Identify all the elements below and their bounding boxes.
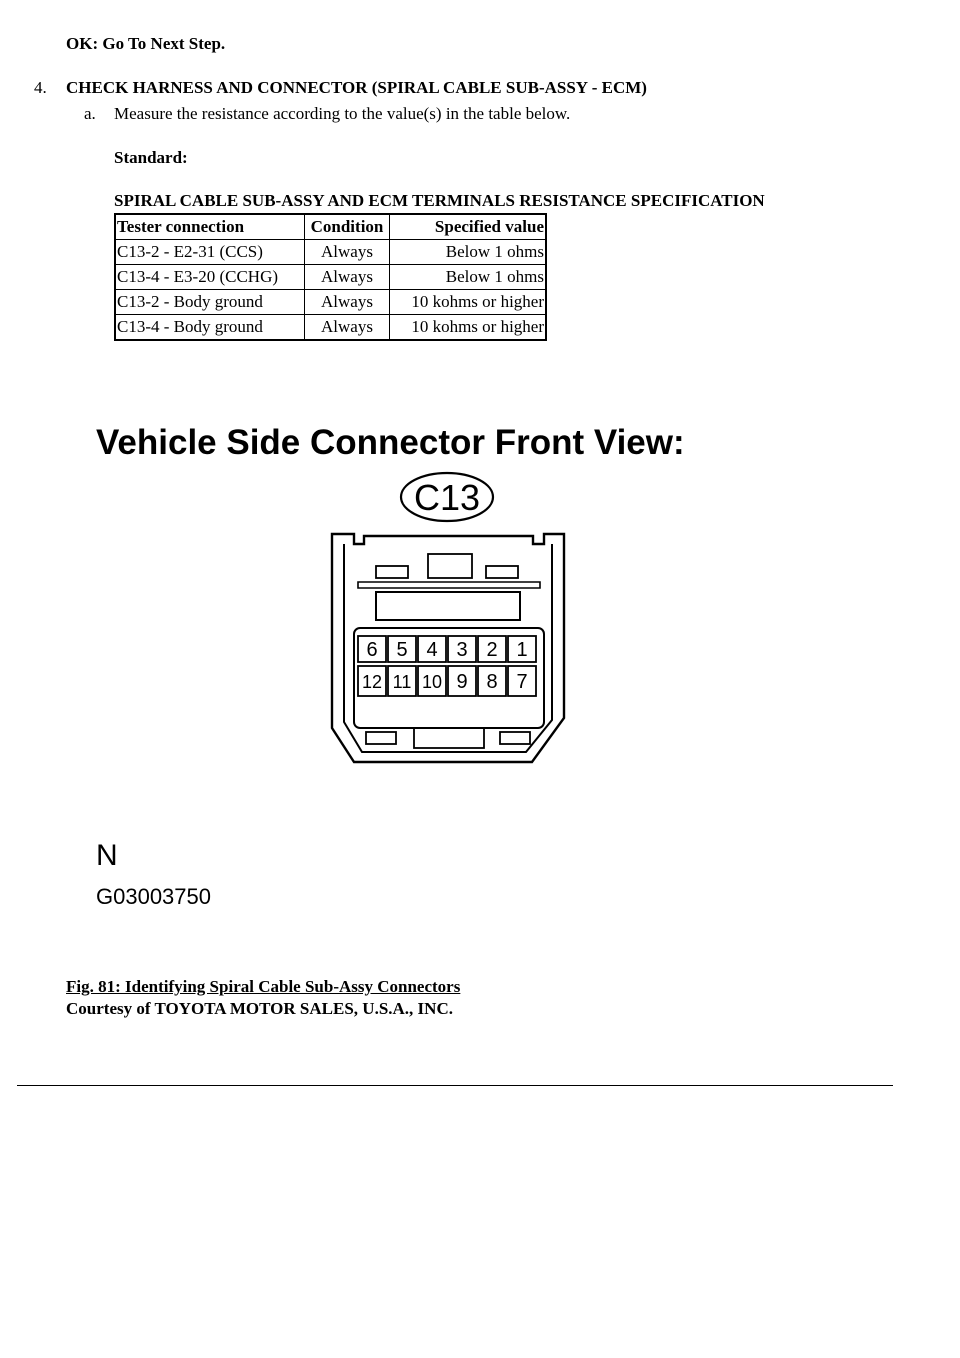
- cell-tester-connection: C13-4 - Body ground: [115, 315, 305, 341]
- ok-next-step: OK: Go To Next Step.: [66, 34, 226, 53]
- cell-condition: Always: [305, 265, 390, 290]
- table-header-row: [115, 214, 546, 240]
- table-row: [115, 240, 546, 265]
- header-specified-value: Specified value: [390, 214, 547, 240]
- pin-label: 4: [426, 639, 438, 661]
- cell-tester-connection: C13-2 - Body ground: [115, 290, 305, 315]
- connector-slot: [376, 592, 520, 620]
- figure-letter: N: [96, 839, 118, 872]
- table-row: [115, 290, 546, 315]
- pin-label: 1: [516, 639, 528, 661]
- standard-label: Standard:: [114, 148, 188, 167]
- header-condition: Condition: [305, 214, 390, 240]
- resistance-spec-table: [114, 213, 547, 341]
- cell-specified-value: Below 1 ohms: [390, 265, 547, 290]
- pin-label: 10: [421, 672, 443, 692]
- connector-id-label: C13: [413, 477, 481, 518]
- bottom-latch-center: [414, 728, 484, 748]
- step-title: CHECK HARNESS AND CONNECTOR (SPIRAL CABLE SUB-ASSY - ECM): [66, 78, 647, 97]
- latch-center: [428, 554, 472, 578]
- cell-specified-value: Below 1 ohms: [390, 240, 547, 265]
- bottom-latch-right: [500, 732, 530, 744]
- figure-courtesy: Courtesy of TOYOTA MOTOR SALES, U.S.A., INC.: [66, 999, 453, 1018]
- pin-label: 7: [516, 671, 528, 693]
- cell-specified-value: 10 kohms or higher: [390, 315, 547, 341]
- pin-label: 9: [456, 671, 468, 693]
- cell-condition: Always: [305, 315, 390, 341]
- substep-letter: a.: [84, 104, 96, 123]
- table-title: SPIRAL CABLE SUB-ASSY AND ECM TERMINALS RESISTANCE SPECIFICATION: [114, 191, 765, 210]
- cell-condition: Always: [305, 290, 390, 315]
- pin-label: 6: [366, 639, 378, 661]
- pin-label: 5: [396, 639, 408, 661]
- table-row: [115, 265, 546, 290]
- cell-specified-value: 10 kohms or higher: [390, 290, 547, 315]
- pin-label: 8: [486, 671, 498, 693]
- connector-diagram: [300, 470, 600, 780]
- cell-tester-connection: C13-2 - E2-31 (CCS): [115, 240, 305, 265]
- figure-heading: Vehicle Side Connector Front View:: [96, 423, 685, 462]
- bottom-latch-left: [366, 732, 396, 744]
- pin-label: 12: [361, 672, 383, 692]
- figure-caption-link[interactable]: Fig. 81: Identifying Spiral Cable Sub-Assy Connectors: [66, 977, 461, 996]
- cell-tester-connection: C13-4 - E3-20 (CCHG): [115, 265, 305, 290]
- figure-code: G03003750: [96, 884, 211, 909]
- latch-left: [376, 566, 408, 578]
- table-row: [115, 315, 546, 341]
- cell-condition: Always: [305, 240, 390, 265]
- upper-lip: [358, 582, 540, 588]
- latch-right: [486, 566, 518, 578]
- step-number: 4.: [34, 78, 47, 97]
- pin-label: 2: [486, 639, 498, 661]
- pin-label: 11: [392, 672, 412, 692]
- pin-label: 3: [456, 639, 468, 661]
- page-divider: [17, 1085, 893, 1086]
- header-tester-connection: Tester connection: [115, 214, 305, 240]
- substep-text: Measure the resistance according to the value(s) in the table below.: [114, 104, 571, 123]
